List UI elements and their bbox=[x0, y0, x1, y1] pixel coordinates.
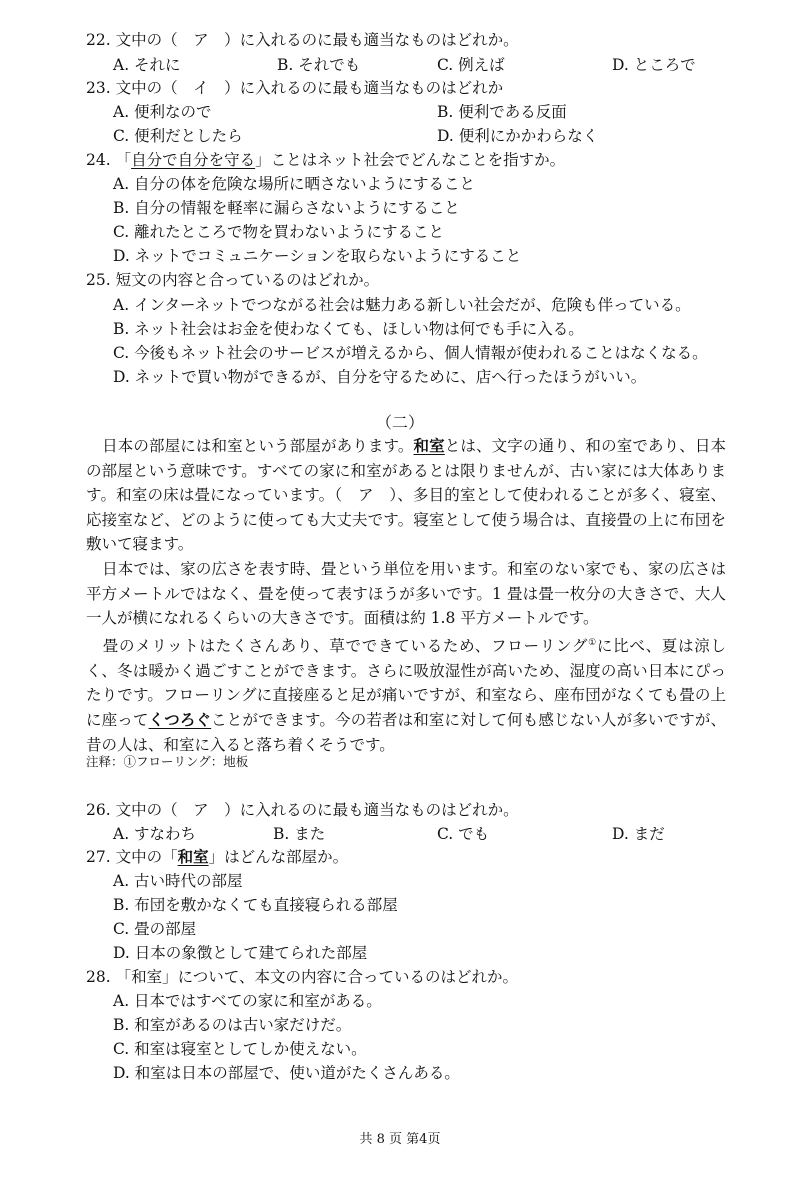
q24-prefix: 24. 「 bbox=[86, 151, 132, 169]
q23-option-d: D. 便利にかかわらなく bbox=[437, 127, 599, 145]
q28-option-b: B. 和室があるのは古い家だけだ。 bbox=[113, 1016, 352, 1034]
q28-option-c: C. 和室は寝室としてしか使えない。 bbox=[113, 1040, 367, 1058]
q24-suffix: 」ことはネット社会でどんなことを指すか。 bbox=[255, 151, 566, 169]
q27-underlined-washitsu: 和室 bbox=[177, 847, 209, 866]
q24-option-d: D. ネットでコミュニケーションを取らないようにすること bbox=[113, 247, 522, 265]
passage-paragraph-2 bbox=[86, 557, 726, 631]
page-footer: 共 8 页 第4页 bbox=[359, 1132, 441, 1147]
q25-option-a: A. インターネットでつながる社会は魅力ある新しい社会だが、危険も伴っている。 bbox=[113, 296, 691, 314]
q23-option-c: C. 便利だとしたら bbox=[113, 127, 243, 145]
q26-option-a: A. すなわち bbox=[113, 825, 197, 843]
q24-option-a: A. 自分の体を危険な場所に晒さないようにすること bbox=[113, 175, 476, 193]
q27-prefix: 27. 文中の「 bbox=[86, 848, 178, 866]
footnote-marker: ① bbox=[588, 638, 597, 648]
q27-option-c: C. 畳の部屋 bbox=[113, 920, 197, 938]
p1-text-a: 日本の部屋には和室という部屋があります。 bbox=[102, 437, 414, 455]
q22-option-d: D. ところで bbox=[612, 56, 696, 74]
q28-option-d: D. 和室は日本の部屋で、使い道がたくさんある。 bbox=[113, 1064, 460, 1082]
passage-paragraph-3 bbox=[86, 631, 726, 757]
p3-text-c: ことができます。今の若者は和室に対して何も感じない人が多いですが、昔の人は、和室に入ると落ち着くそうです。 bbox=[86, 710, 726, 754]
q23-option-b: B. 便利である反面 bbox=[437, 103, 567, 121]
question-25: 25. 短文の内容と合っているのはどれか。 bbox=[86, 271, 380, 289]
q27-suffix: 」はどんな部屋か。 bbox=[208, 848, 349, 866]
q25-option-b: B. ネット社会はお金を使わなくても、ほしい物は何でも手に入る。 bbox=[113, 320, 584, 338]
q27-option-b: B. 布団を敷かなくても直接寝られる部屋 bbox=[113, 896, 398, 914]
q22-option-a: A. それに bbox=[113, 56, 181, 74]
p2-text: 日本では、家の広さを表す時、畳という単位を用います。和室のない家でも、家の広さは平方メートルではなく、畳を使って表すほうが多いです。1 畳は畳一枚分の大きさで、大人一人が横になれるくらいの大きさです。面積は約 1.8 平方メートルです。 bbox=[86, 560, 726, 628]
question-28: 28. 「和室」について、本文の内容に合っているのはどれか。 bbox=[86, 968, 518, 986]
section-title: （二） bbox=[375, 413, 424, 432]
p3-text-a: 畳のメリットはたくさんあり、草でできているため、フローリング bbox=[102, 637, 589, 656]
q26-option-b: B. また bbox=[273, 825, 326, 843]
q24-option-c: C. 離れたところで物を買わないようにすること bbox=[113, 223, 445, 241]
q25-option-c: C. 今後もネット社会のサービスが増えるから、個人情報が使われることはなくなる。 bbox=[113, 344, 708, 362]
q25-option-d: D. ネットで買い物ができるが、自分を守るために、店へ行ったほうがいい。 bbox=[113, 368, 647, 386]
q24-underlined-phrase: 自分で自分を守る bbox=[131, 151, 256, 169]
question-22: 22. 文中の（ ア ）に入れるのに最も適当なものはどれか。 bbox=[86, 31, 519, 49]
footnote: 注释：①フローリング：地板 bbox=[86, 754, 249, 769]
q26-option-d: D. まだ bbox=[612, 825, 665, 843]
q27-option-a: A. 古い時代の部屋 bbox=[113, 872, 243, 890]
q23-option-a: A. 便利なので bbox=[113, 103, 212, 121]
p1-text-b: とは、文字の通り、和の室であり、日本の部屋という意味です。すべての家に和室があるとは限りませんが、古い家には大体あります。和室の床は畳になっています。（ ア ）、多目的室として使われることが多く、寝室、応接室など、どのように使っても大丈夫です。寝室として使う場合は、直接畳の上に布団を敷いて寝ます。 bbox=[86, 437, 726, 554]
passage-paragraph-1 bbox=[86, 434, 726, 557]
q28-option-a: A. 日本ではすべての家に和室がある。 bbox=[113, 992, 382, 1010]
q22-option-b: B. それでも bbox=[277, 56, 361, 74]
q26-option-c: C. でも bbox=[437, 825, 490, 843]
question-24 bbox=[86, 150, 565, 170]
p3-text-b: に比べ、夏は涼しく、冬は暖かく過ごすことができます。さらに吸放湿性が高いため、湿度の高い日本にぴったりです。フローリングに直接座ると足が痛いですが、和室なら、座布団がなくても畳の上に座って bbox=[86, 637, 726, 729]
q24-option-b: B. 自分の情報を軽率に漏らさないようにすること bbox=[113, 199, 460, 217]
q22-option-c: C. 例えば bbox=[437, 56, 505, 74]
p3-underlined-kutsurogu: くつろぐ bbox=[148, 709, 212, 729]
question-23: 23. 文中の（ イ ）に入れるのに最も適当なものはどれか bbox=[86, 79, 504, 97]
question-26: 26. 文中の（ ア ）に入れるのに最も適当なものはどれか。 bbox=[86, 801, 519, 819]
question-27 bbox=[86, 847, 348, 867]
q27-option-d: D. 日本の象徴として建てられた部屋 bbox=[113, 944, 368, 962]
p1-underlined-washitsu: 和室 bbox=[413, 436, 445, 455]
